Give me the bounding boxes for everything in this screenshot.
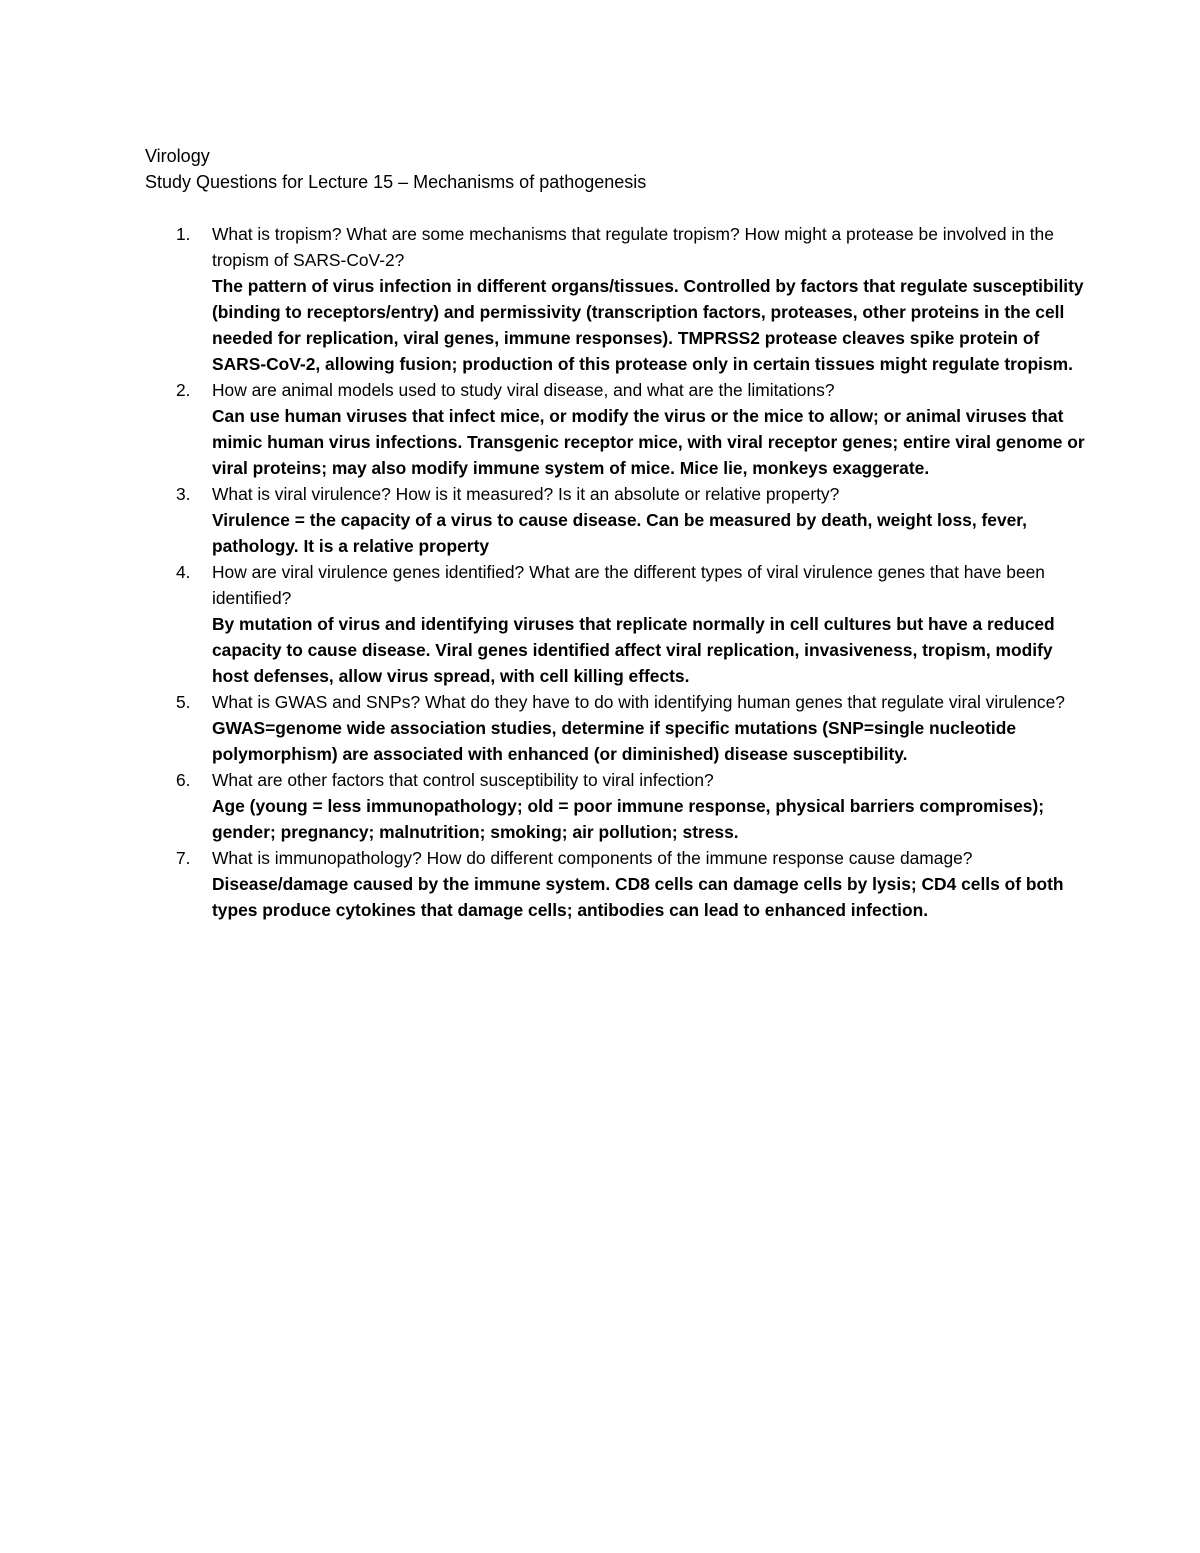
question-item-3 (145, 481, 1085, 559)
question-number: 7. (176, 848, 191, 868)
question-number: 5. (176, 692, 191, 712)
answer-text: Can use human viruses that infect mice, or modify the virus or the mice to allow; or animal viruses that mimic human virus infections. Transgenic receptor mice, with viral receptor genes; entire viral genome or viral proteins; may also modify immune system of mice. Mice lie, monkeys exaggerate. (212, 406, 1085, 478)
question-item-1 (145, 221, 1085, 377)
answer-text: The pattern of virus infection in different organs/tissues. Controlled by factors that regulate susceptibility (binding to receptors/entry) and permissivity (transcription factors, proteases, other proteins in the cell needed for replication, viral genes, immune responses). TMPRSS2 protease cleaves spike protein of SARS-CoV-2, allowing fusion; production of this protease only in certain tissues might regulate tropism. (212, 276, 1084, 374)
question-text: What is tropism? What are some mechanisms that regulate tropism? How might a protease be involved in the tropism of SARS-CoV-2? (212, 224, 1054, 270)
question-text: What is immunopathology? How do different components of the immune response cause damage? (212, 848, 973, 868)
question-text: How are viral virulence genes identified? What are the different types of viral virulence genes that have been identified? (212, 562, 1045, 608)
study-questions-list (145, 221, 1085, 923)
question-number: 2. (176, 380, 191, 400)
question-text: What is GWAS and SNPs? What do they have to do with identifying human genes that regulate viral virulence? (212, 692, 1065, 712)
question-number: 1. (176, 224, 191, 244)
question-number: 6. (176, 770, 191, 790)
answer-text: Disease/damage caused by the immune system. CD8 cells can damage cells by lysis; CD4 cells of both types produce cytokines that damage cells; antibodies can lead to enhanced infection. (212, 874, 1064, 920)
document-header (145, 143, 1065, 195)
question-item-7 (145, 845, 1085, 923)
question-number: 3. (176, 484, 191, 504)
question-item-2 (145, 377, 1085, 481)
question-item-4 (145, 559, 1085, 689)
question-number: 4. (176, 562, 191, 582)
question-item-6 (145, 767, 1085, 845)
question-text: What are other factors that control susceptibility to viral infection? (212, 770, 714, 790)
answer-text: Age (young = less immunopathology; old = poor immune response, physical barriers compromises); gender; pregnancy; malnutrition; smoking; air pollution; stress. (212, 796, 1045, 842)
question-text: How are animal models used to study viral disease, and what are the limitations? (212, 380, 835, 400)
document-subtitle: Study Questions for Lecture 15 – Mechanisms of pathogenesis (145, 172, 647, 192)
question-text: What is viral virulence? How is it measured? Is it an absolute or relative property? (212, 484, 840, 504)
answer-text: Virulence = the capacity of a virus to cause disease. Can be measured by death, weight loss, fever, pathology. It is a relative property (212, 510, 1027, 556)
answer-text: GWAS=genome wide association studies, determine if specific mutations (SNP=single nucleotide polymorphism) are associated with enhanced (or diminished) disease susceptibility. (212, 718, 1017, 764)
answer-text: By mutation of virus and identifying viruses that replicate normally in cell cultures but have a reduced capacity to cause disease. Viral genes identified affect viral replication, invasiveness, tropism, modify host defenses, allow virus spread, with cell killing effects. (212, 614, 1055, 686)
course-title: Virology (145, 146, 210, 166)
question-item-5 (145, 689, 1085, 767)
